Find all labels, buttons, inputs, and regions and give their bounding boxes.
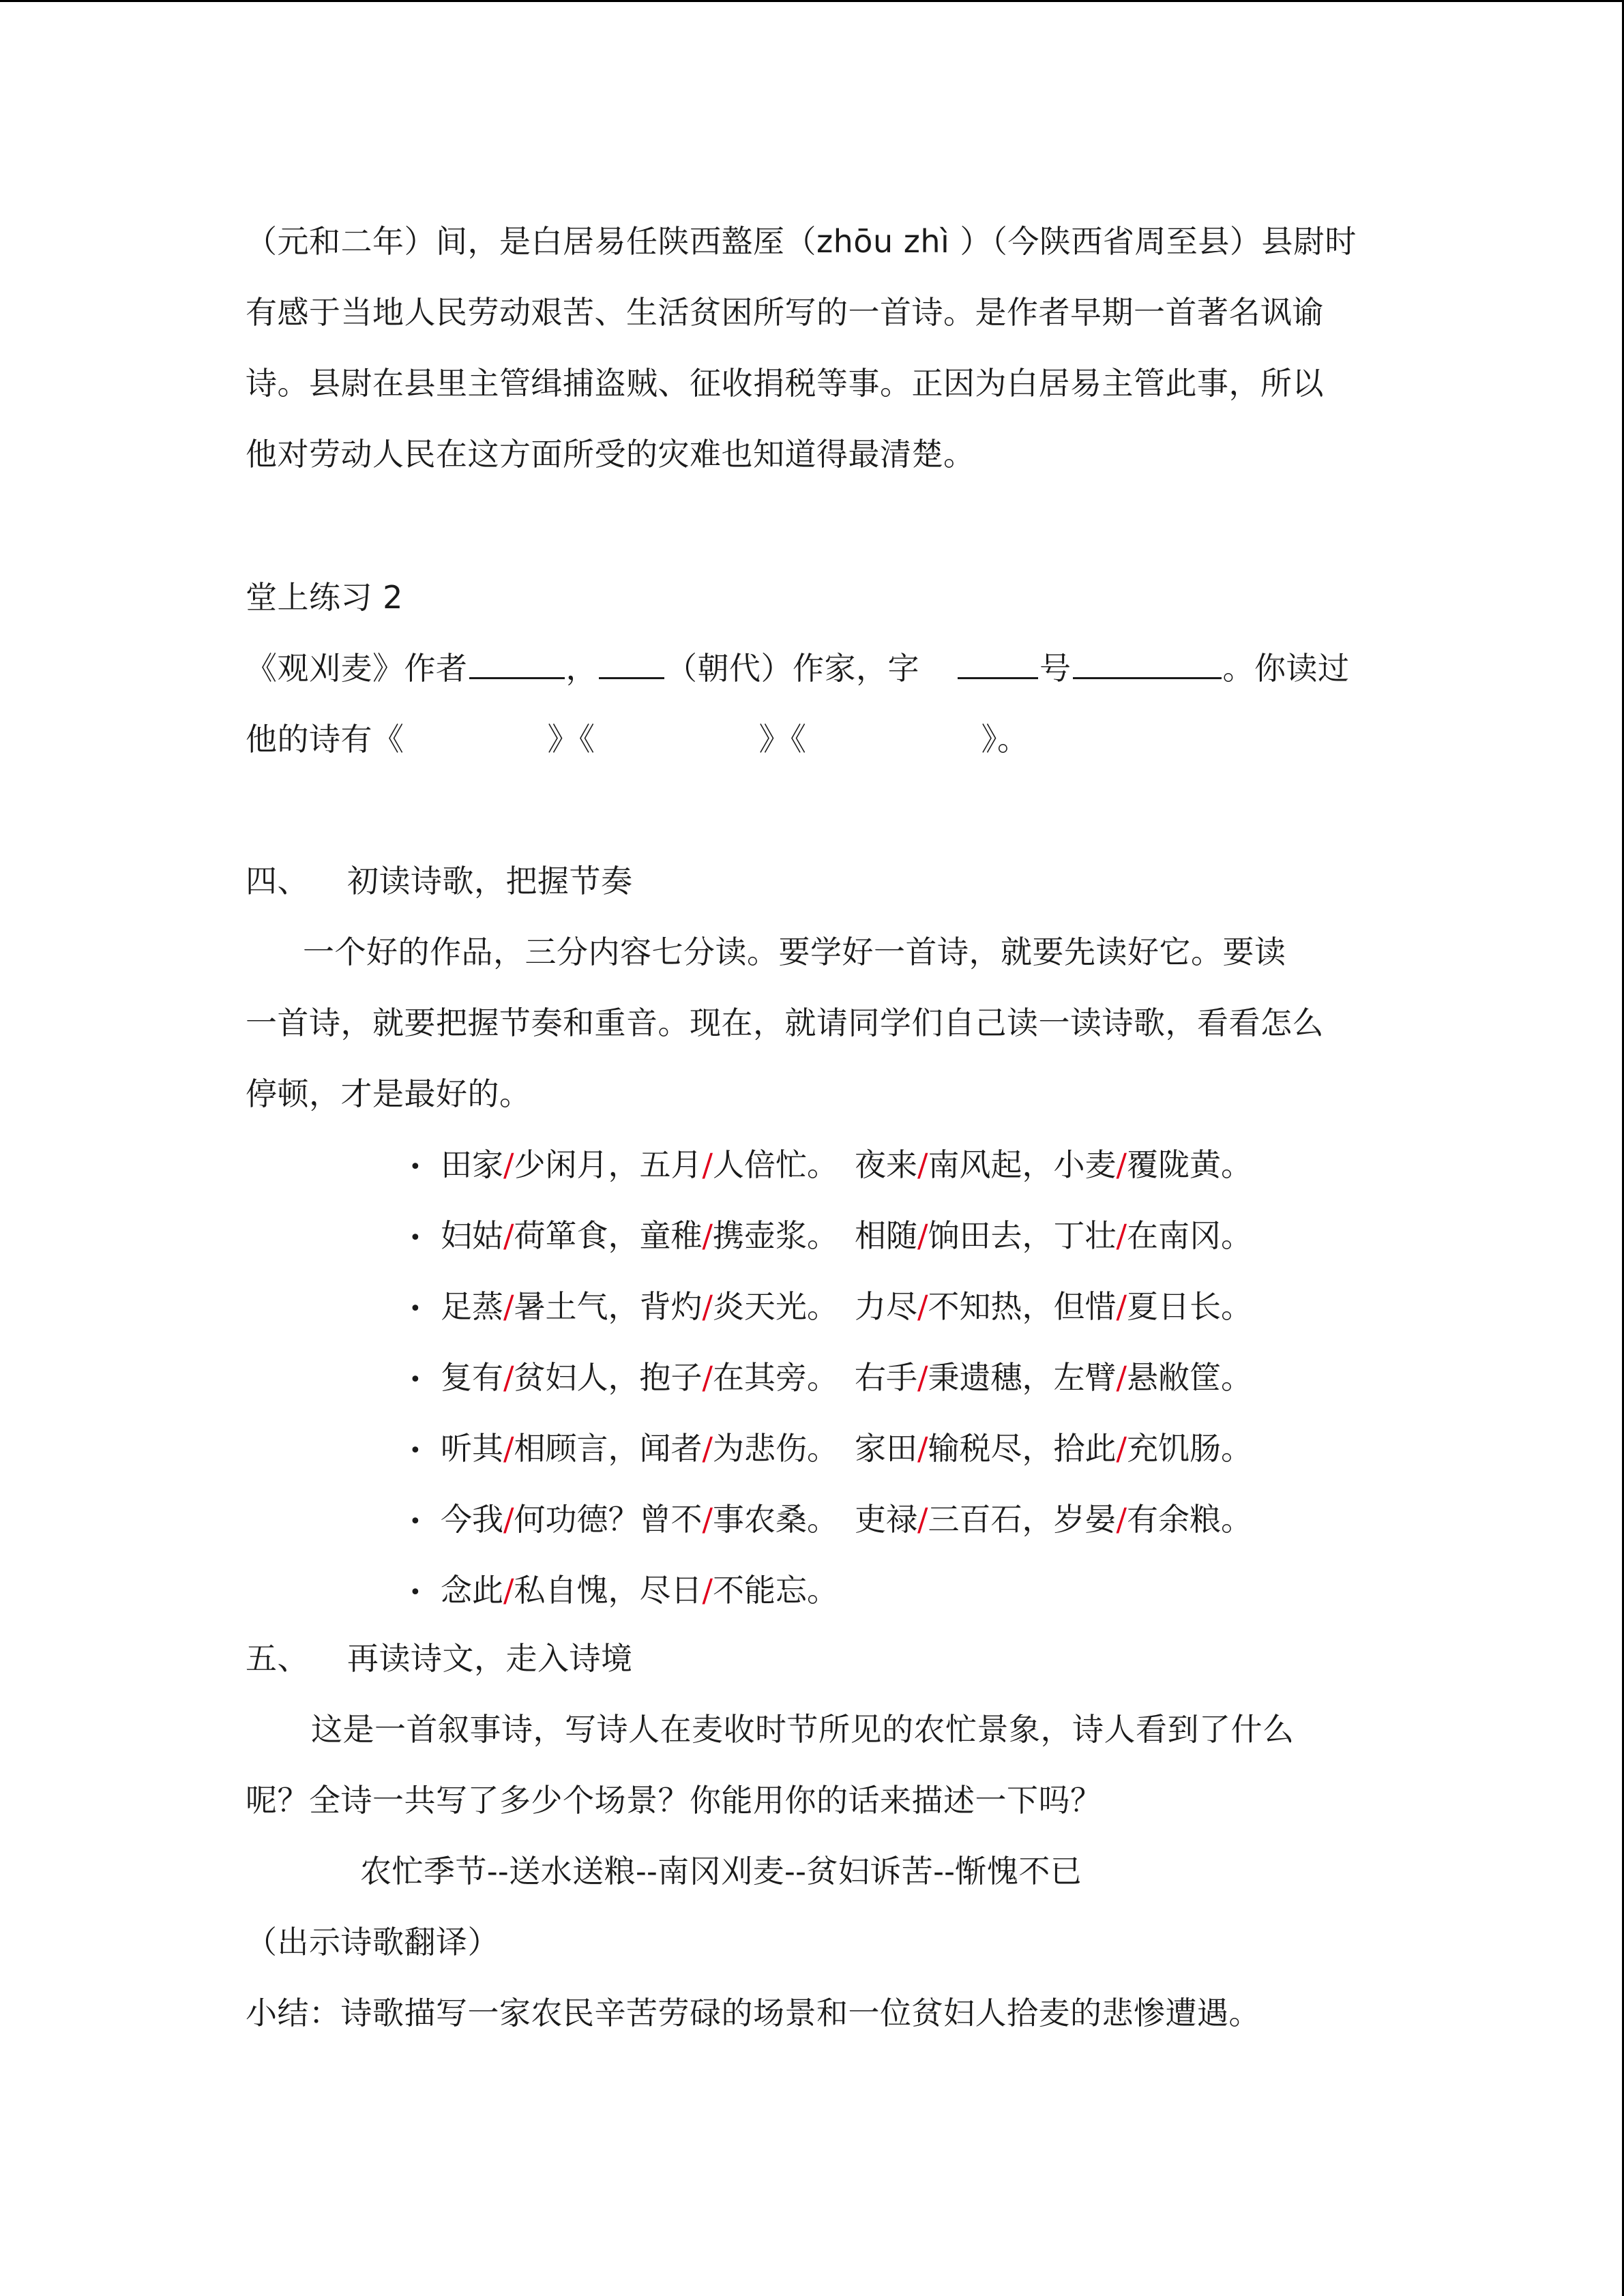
- exercise-heading-text: 堂上练习: [246, 579, 383, 616]
- rhythm-slash-mark: /: [702, 1430, 713, 1467]
- poem-line: [409, 1429, 1252, 1470]
- rhythm-slash-mark: /: [503, 1288, 514, 1325]
- poem-line: [409, 1287, 1252, 1328]
- rhythm-slash-mark: /: [1116, 1217, 1127, 1254]
- poem-segment: 贫妇人，抱子: [514, 1359, 703, 1396]
- pinyin-text: zhōu zhì: [816, 223, 960, 260]
- poem-segment: 力尽: [855, 1288, 917, 1325]
- poem-segment: 吏禄: [855, 1501, 917, 1538]
- rhythm-slash-mark: /: [1116, 1430, 1127, 1467]
- bullet-icon: •: [409, 1439, 422, 1463]
- exercise-question-2: [246, 720, 1029, 758]
- poem-segment: 田家: [441, 1146, 503, 1183]
- poem-segment: 私自愧，尽日: [514, 1572, 703, 1609]
- section-5-heading: [246, 1639, 633, 1678]
- question-text: 》。: [981, 721, 1029, 758]
- question-text: （朝代）作家，字: [666, 650, 919, 687]
- rhythm-slash-mark: /: [702, 1572, 713, 1609]
- question-text: 号: [1039, 650, 1072, 687]
- section-title: 再读诗文，走入诗境: [347, 1640, 633, 1677]
- poem-segment: 家田: [855, 1430, 917, 1467]
- poem-segment: 在南冈。: [1127, 1217, 1252, 1254]
- question-text: 《观刈麦》作者: [246, 650, 468, 687]
- section-5-para-2: 呢？全诗一共写了多少个场景？你能用你的话来描述一下吗？: [246, 1782, 1102, 1819]
- question-text: 》《: [758, 721, 807, 758]
- poem-line: [409, 1146, 1252, 1187]
- poem-line: [409, 1500, 1252, 1541]
- poem-segment: 复有: [441, 1359, 503, 1396]
- section-4-para-1: 一个好的作品，三分内容七分读。要学好一首诗，就要先读好它。要读: [303, 934, 1286, 970]
- fill-blank-art-name[interactable]: [1073, 650, 1222, 679]
- intro-line-4: 他对劳动人民在这方面所受的灾难也知道得最清楚。: [246, 436, 975, 473]
- poem-segment: 夜来: [855, 1146, 917, 1183]
- poem-segment: 为悲伤。: [713, 1430, 838, 1467]
- poem-segment: 荷箪食，童稚: [514, 1217, 703, 1254]
- question-text: 。你读过: [1222, 650, 1350, 687]
- rhythm-slash-mark: /: [917, 1430, 928, 1467]
- rhythm-slash-mark: /: [1116, 1146, 1127, 1183]
- poem-segment: 三百石，岁晏: [928, 1501, 1117, 1538]
- poem-segment: 事农桑。: [713, 1501, 838, 1538]
- poem-segment: 秉遗穗，左臂: [928, 1359, 1117, 1396]
- summary: 小结：诗歌描写一家农民辛苦劳碌的场景和一位贫妇人拾麦的悲惨遭遇。: [246, 1995, 1260, 2031]
- section-4-heading: [246, 862, 633, 900]
- rhythm-slash-mark: /: [917, 1359, 928, 1396]
- poem-line: [409, 1217, 1252, 1257]
- intro-line-2: 有感于当地人民劳动艰苦、生活贫困所写的一首诗。是作者早期一首著名讽谕: [246, 294, 1324, 331]
- rhythm-slash-mark: /: [917, 1501, 928, 1538]
- intro-text: ）（今陕西省周至县）县尉时: [960, 223, 1357, 260]
- rhythm-slash-mark: /: [917, 1288, 928, 1325]
- poem-segment: 念此: [441, 1572, 503, 1609]
- intro-line-1: [246, 222, 1357, 260]
- rhythm-slash-mark: /: [1116, 1359, 1127, 1396]
- scene-sequence: 农忙季节--送水送粮--南冈刈麦--贫妇诉苦--惭愧不已: [360, 1853, 1082, 1890]
- poem-segment: 炎天光。: [713, 1288, 838, 1325]
- bullet-icon: •: [409, 1297, 422, 1321]
- poem-segment: 不能忘。: [713, 1572, 838, 1609]
- poem-segment: 少闲月，五月: [514, 1146, 703, 1183]
- poem-segment: 携壶浆。: [713, 1217, 838, 1254]
- poem-segment: 听其: [441, 1430, 503, 1467]
- rhythm-slash-mark: /: [1116, 1288, 1127, 1325]
- bullet-icon: •: [409, 1510, 422, 1534]
- poem-segment: 在其旁。: [713, 1359, 838, 1396]
- rhythm-slash-mark: /: [503, 1501, 514, 1538]
- rhythm-slash-mark: /: [503, 1572, 514, 1609]
- poem-line: [409, 1358, 1252, 1399]
- rhythm-slash-mark: /: [702, 1217, 713, 1254]
- exercise-heading-number: 2: [383, 579, 403, 616]
- poem-segment: 何功德？曾不: [514, 1501, 703, 1538]
- poem-segment: 夏日长。: [1127, 1288, 1252, 1325]
- fill-blank-dynasty[interactable]: [599, 650, 664, 679]
- rhythm-slash-mark: /: [702, 1146, 713, 1183]
- rhythm-slash-mark: /: [503, 1217, 514, 1254]
- intro-line-3: 诗。县尉在县里主管缉捕盗贼、征收捐税等事。正因为白居易主管此事，所以: [246, 365, 1324, 402]
- rhythm-slash-mark: /: [503, 1430, 514, 1467]
- poem-segment: 右手: [855, 1359, 917, 1396]
- poem-segment: 覆陇黄。: [1127, 1146, 1252, 1183]
- poem-segment: 悬敝筐。: [1127, 1359, 1252, 1396]
- question-text: 》《: [547, 721, 595, 758]
- page-top-border: [0, 0, 1624, 2]
- poem-line: [409, 1571, 838, 1612]
- poem-segment: 不知热，但惜: [928, 1288, 1117, 1325]
- bullet-icon: •: [409, 1155, 422, 1179]
- section-4-para-2: 一首诗，就要把握节奏和重音。现在，就请同学们自己读一读诗歌，看看怎么: [246, 1004, 1324, 1041]
- poem-segment: 输税尽，拾此: [928, 1430, 1117, 1467]
- section-number: 四、: [246, 863, 309, 899]
- rhythm-slash-mark: /: [503, 1359, 514, 1396]
- poem-segment: 有余粮。: [1127, 1501, 1252, 1538]
- poem-segment: 暑土气，背灼: [514, 1288, 703, 1325]
- rhythm-slash-mark: /: [702, 1501, 713, 1538]
- poem-segment: 妇姑: [441, 1217, 503, 1254]
- poem-segment: 人倍忙。: [713, 1146, 838, 1183]
- translation-note: （出示诗歌翻译）: [246, 1924, 499, 1960]
- bullet-icon: •: [409, 1368, 422, 1392]
- poem-segment: 足蒸: [441, 1288, 503, 1325]
- section-4-para-3: 停顿，才是最好的。: [246, 1075, 531, 1112]
- rhythm-slash-mark: /: [917, 1146, 928, 1183]
- exercise-question-1: [246, 649, 1350, 687]
- fill-blank-author[interactable]: [469, 650, 565, 679]
- bullet-icon: •: [409, 1226, 422, 1250]
- question-text: ，: [565, 650, 597, 687]
- fill-blank-courtesy-name[interactable]: [958, 650, 1038, 679]
- section-number: 五、: [246, 1640, 309, 1677]
- bullet-icon: •: [409, 1581, 422, 1605]
- poem-segment: 南风起，小麦: [928, 1146, 1117, 1183]
- poem-segment: 充饥肠。: [1127, 1430, 1252, 1467]
- section-5-para-1: 这是一首叙事诗，写诗人在麦收时节所见的农忙景象，诗人看到了什么: [311, 1711, 1295, 1748]
- rhythm-slash-mark: /: [917, 1217, 928, 1254]
- poem-segment: 相顾言，闻者: [514, 1430, 703, 1467]
- intro-text: （元和二年）间，是白居易任陕西盩厔（: [246, 223, 816, 260]
- section-title: 初读诗歌，把握节奏: [347, 863, 633, 899]
- poem-segment: 相随: [855, 1217, 917, 1254]
- rhythm-slash-mark: /: [503, 1146, 514, 1183]
- question-text: 他的诗有《: [246, 721, 404, 758]
- exercise-heading: [246, 578, 403, 616]
- rhythm-slash-mark: /: [702, 1288, 713, 1325]
- poem-segment: 饷田去，丁壮: [928, 1217, 1117, 1254]
- rhythm-slash-mark: /: [1116, 1501, 1127, 1538]
- rhythm-slash-mark: /: [702, 1359, 713, 1396]
- poem-segment: 今我: [441, 1501, 503, 1538]
